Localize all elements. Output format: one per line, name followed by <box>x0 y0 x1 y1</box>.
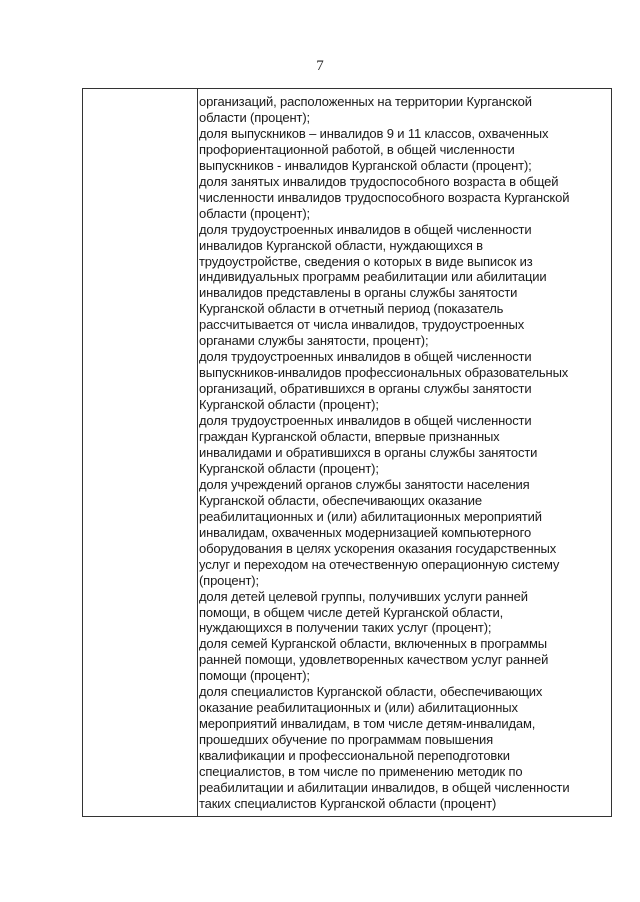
text-line: доля занятых инвалидов трудоспособного возраста в общей <box>199 173 559 189</box>
text-line: доля учреждений органов службы занятости населения <box>199 476 530 492</box>
text-line: таких специалистов Курганской области (процент) <box>199 795 497 811</box>
text-line: организаций, расположенных на территории Курганской <box>199 94 532 109</box>
text-line: помощи, в общем числе детей Курганской области, <box>199 604 504 620</box>
table-right-cell <box>199 94 609 812</box>
text-line: доля семей Курганской области, включенных в программы <box>199 636 547 652</box>
text-line: численности инвалидов трудоспособного возраста Курганской <box>199 189 570 205</box>
text-line: нуждающихся в получении таких услуг (процент); <box>199 620 492 636</box>
text-line: области (процент); <box>199 205 310 221</box>
text-line: инвалидов представлены в органы службы занятости <box>199 285 518 301</box>
text-line: доля выпускников – инвалидов 9 и 11 классов, охваченных <box>199 125 549 141</box>
text-line: инвалидам, охваченных модернизацией компьютерного <box>199 524 532 540</box>
text-line: органами службы занятости, процент); <box>199 333 429 349</box>
text-line: профориентационной работой, в общей численности <box>199 141 515 157</box>
text-line: доля трудоустроенных инвалидов в общей численности <box>199 413 532 429</box>
text-line: прошедших обучение по программам повышения <box>199 732 494 748</box>
text-line: доля трудоустроенных инвалидов в общей численности <box>199 349 532 365</box>
table-left-cell <box>83 89 198 816</box>
page-number: 7 <box>316 58 324 74</box>
text-line: доля детей целевой группы, получивших услуги ранней <box>199 588 528 604</box>
text-line: Курганской области, обеспечивающих оказание <box>199 492 482 508</box>
text-line: организаций, обратившихся в органы службы занятости <box>199 381 532 397</box>
text-line: реабилитационных и (или) абилитационных мероприятий <box>199 508 542 524</box>
text-line: помощи (процент); <box>199 668 310 684</box>
text-line: индивидуальных программ реабилитации или абилитации <box>199 269 547 285</box>
text-line: специалистов, в том числе по применению методик по <box>199 764 523 780</box>
text-line: (процент); <box>199 572 259 588</box>
text-line: граждан Курганской области, впервые признанных <box>199 429 500 445</box>
text-line: реабилитации и абилитации инвалидов, в общей численности <box>199 779 570 795</box>
text-line: инвалидов Курганской области, нуждающихся в <box>199 237 483 253</box>
text-line: оказание реабилитационных и (или) абилитационных <box>199 700 518 716</box>
text-line: ранней помощи, удовлетворенных качеством услуг ранней <box>199 652 549 668</box>
text-line: выпускников-инвалидов профессиональных образовательных <box>199 365 569 381</box>
text-line: мероприятий инвалидам, в том числе детям-инвалидам, <box>199 716 536 732</box>
text-line: Курганской области в отчетный период (показатель <box>199 301 504 317</box>
text-line: Курганской области (процент); <box>199 460 379 476</box>
text-line: доля специалистов Курганской области, обеспечивающих <box>199 684 543 700</box>
text-line: доля трудоустроенных инвалидов в общей численности <box>199 221 532 237</box>
text-line: области (процент); <box>199 109 310 125</box>
text-line: Курганской области (процент); <box>199 397 379 413</box>
text-line: трудоустройстве, сведения о которых в виде выписок из <box>199 253 533 269</box>
indicators-table <box>82 88 612 817</box>
text-line: квалификации и профессиональной переподготовки <box>199 748 510 764</box>
text-line: оборудования в целях ускорения оказания государственных <box>199 540 557 556</box>
text-line: рассчитывается от числа инвалидов, трудоустроенных <box>199 317 525 333</box>
text-line: выпускников - инвалидов Курганской области (процент); <box>199 157 532 173</box>
text-line: инвалидами и обратившихся в органы службы занятости <box>199 444 538 460</box>
text-line: услуг и переходом на отечественную операционную систему <box>199 556 560 572</box>
